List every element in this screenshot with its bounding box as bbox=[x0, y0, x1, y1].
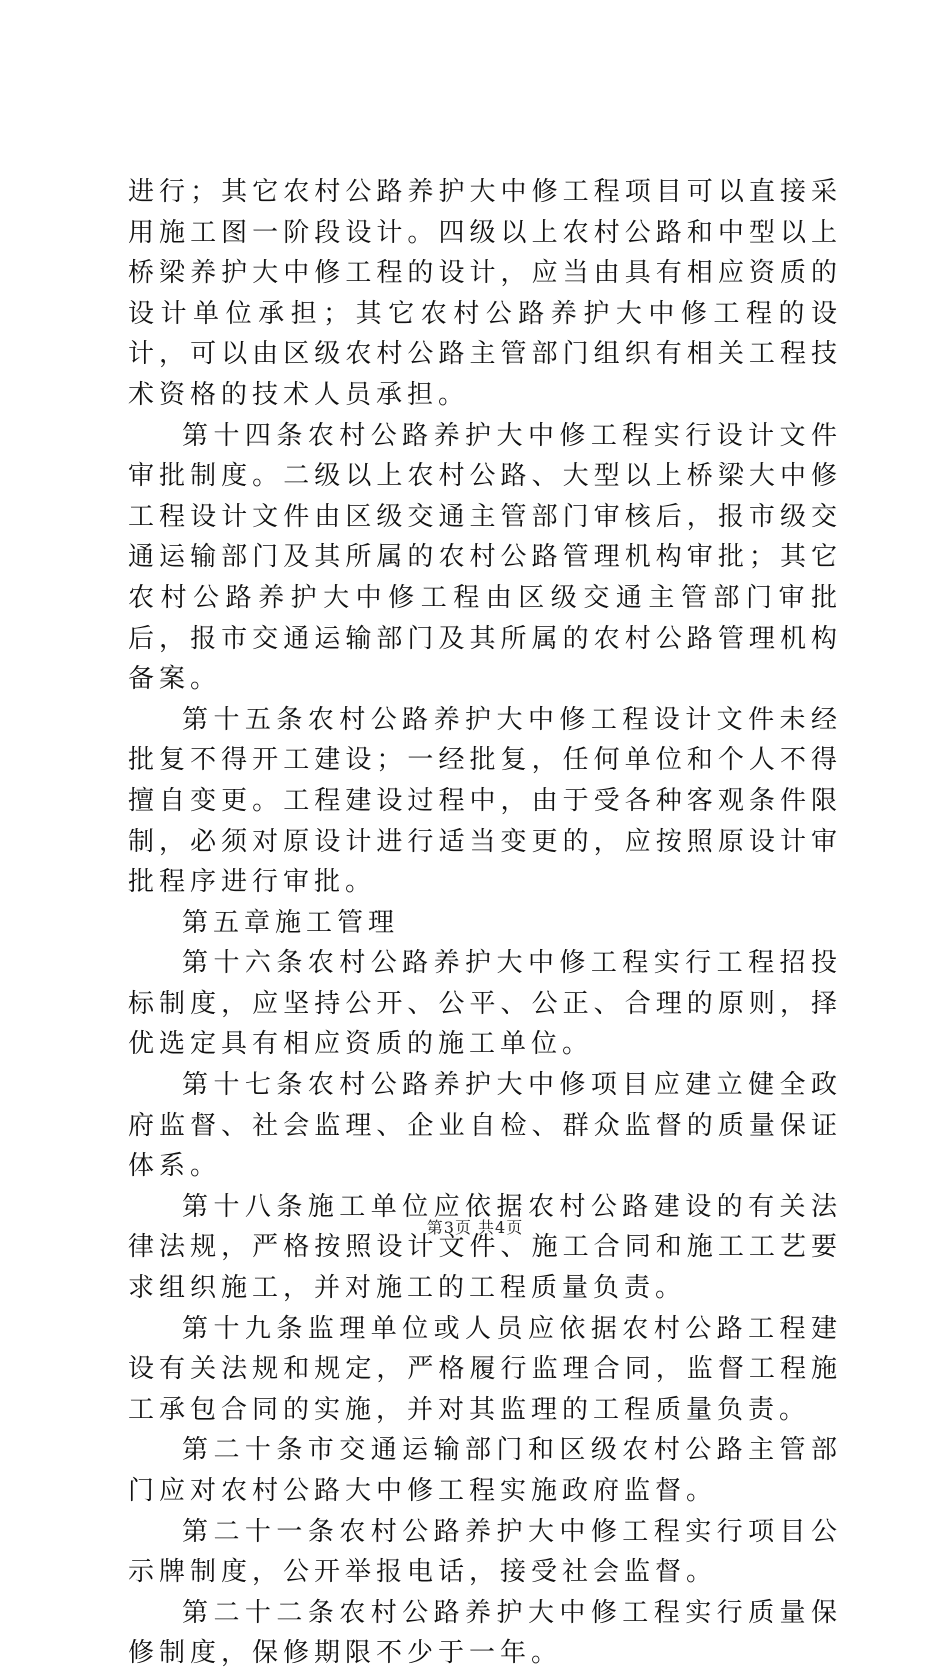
document-body bbox=[128, 172, 842, 1674]
paragraph-article-21: 第二十一条农村公路养护大中修工程实行项目公示牌制度，公开举报电话，接受社会监督。 bbox=[128, 1516, 842, 1588]
paragraph-continuation: 进行；其它农村公路养护大中修工程项目可以直接采用施工图一阶段设计。四级以上农村公路和中型以上桥梁养护大中修工程的设计，应当由具有相应资质的设计单位承担；其它农村公路养护大中修工程的设计，可以由区级农村公路主管部门组织有相关工程技术资格的技术人员承担。 bbox=[128, 177, 842, 410]
paragraph-article-22: 第二十二条农村公路养护大中修工程实行质量保修制度，保修期限不少于一年。 bbox=[128, 1597, 842, 1669]
paragraph-article-20: 第二十条市交通运输部门和区级农村公路主管部门应对农村公路大中修工程实施政府监督。 bbox=[128, 1435, 842, 1506]
page-number-footer: 第3页 共4页 bbox=[426, 1218, 524, 1237]
paragraph-article-14: 第十四条农村公路养护大中修工程实行设计文件审批制度。二级以上农村公路、大型以上桥梁大中修工程设计文件由区级交通主管部门审核后，报市级交通运输部门及其所属的农村公路管理机构审批；其它农村公路养护大中修工程由区级交通主管部门审批后，报市交通运输部门及其所属的农村公路管理机构备案。 bbox=[128, 420, 842, 695]
chapter-heading: 第五章施工管理 bbox=[182, 907, 400, 938]
paragraph-article-16: 第十六条农村公路养护大中修工程实行工程招投标制度，应坚持公开、公平、公正、合理的原则，择优选定具有相应资质的施工单位。 bbox=[128, 948, 842, 1060]
paragraph-article-19: 第十九条监理单位或人员应依据农村公路工程建设有关法规和规定，严格履行监理合同，监督工程施工承包合同的实施，并对其监理的工程质量负责。 bbox=[128, 1313, 842, 1425]
paragraph-article-18: 第十八条施工单位应依据农村公路建设的有关法律法规，严格按照设计文件、施工合同和施工工艺要求组织施工，并对施工的工程质量负责。 bbox=[128, 1191, 842, 1304]
paragraph-article-17: 第十七条农村公路养护大中修项目应建立健全政府监督、社会监理、企业自检、群众监督的质量保证体系。 bbox=[128, 1070, 842, 1182]
paragraph-article-15: 第十五条农村公路养护大中修工程设计文件未经批复不得开工建设；一经批复，任何单位和个人不得擅自变更。工程建设过程中，由于受各种客观条件限制，必须对原设计进行适当变更的，应按照原设计审批程序进行审批。 bbox=[128, 704, 842, 898]
